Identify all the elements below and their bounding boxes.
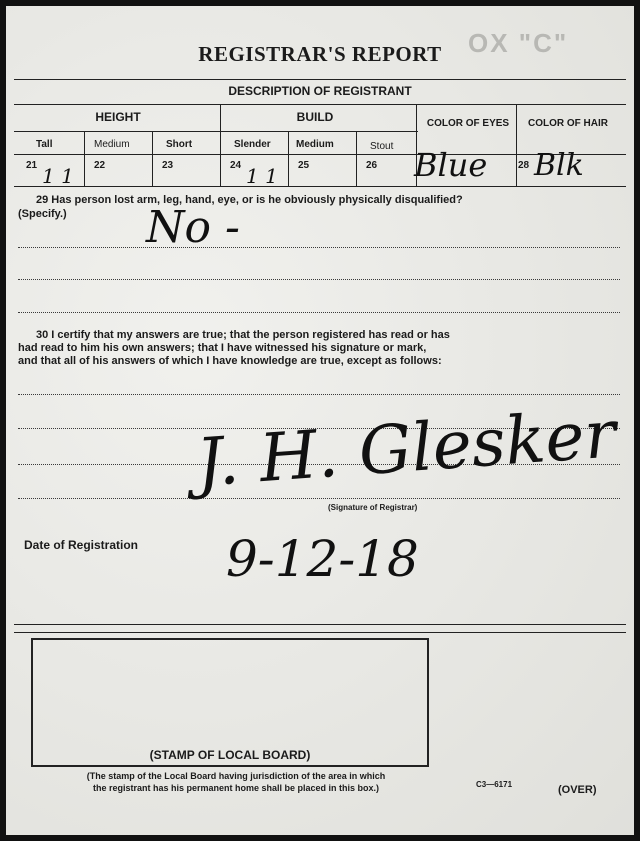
col-line-1 xyxy=(84,131,85,186)
heading-divider xyxy=(14,104,626,105)
col-stout: Stout xyxy=(370,141,394,152)
exception-line-4 xyxy=(18,498,620,499)
question-29: 29 Has person lost arm, leg, hand, eye, or is he obviously physically disqualified? xyxy=(36,194,463,206)
question-30-line-3: and that all of his answers of which I have knowledge are true, except as follows: xyxy=(18,355,442,367)
col-line-2 xyxy=(152,131,153,186)
col-line-7 xyxy=(516,104,517,186)
answer-line-3 xyxy=(18,312,620,313)
box-mark: OX "C" xyxy=(468,28,569,58)
col-line-4 xyxy=(288,131,289,186)
stamp-note-line-2: the registrant has his permanent home shall be placed in this box.) xyxy=(92,783,380,793)
stamp-top-border-2 xyxy=(14,632,626,633)
signature-caption: (Signature of Registrar) xyxy=(328,503,418,512)
col-slender: Slender xyxy=(234,139,271,150)
page-title: REGISTRAR'S REPORT xyxy=(198,42,442,66)
question-30-line-2: had read to him his own answers; that I have witnessed his signature or mark, xyxy=(18,342,427,354)
answer-line-1 xyxy=(18,247,620,248)
col-medium-height: Medium xyxy=(94,139,130,150)
form-code: C3—6171 xyxy=(476,780,513,789)
field-28: 28 xyxy=(518,160,530,171)
question-30 xyxy=(18,329,624,368)
exception-line-1 xyxy=(18,394,620,395)
field-25: 25 xyxy=(298,160,310,171)
date-label: Date of Registration xyxy=(24,538,139,552)
field-21: 21 xyxy=(26,160,38,171)
stamp-note-line-1: (The stamp of the Local Board having jurisdiction of the area in which xyxy=(86,771,386,781)
question-29-specify: (Specify.) xyxy=(18,208,67,220)
subheader-divider xyxy=(14,131,418,132)
slender-mark: 1 1 xyxy=(246,164,278,188)
stamp-top-border xyxy=(14,624,626,625)
field-24: 24 xyxy=(230,160,242,171)
field-22: 22 xyxy=(94,160,106,171)
col-line-3 xyxy=(220,104,221,186)
table-top-border xyxy=(14,79,626,80)
hair-color-value: Blk xyxy=(534,148,584,183)
col-tall: Tall xyxy=(36,139,53,150)
registration-date: 9-12-18 xyxy=(226,530,419,588)
stamp-note xyxy=(26,770,446,794)
eye-color-value: Blue xyxy=(414,146,488,184)
eyes-header: COLOR OF EYES xyxy=(426,118,510,129)
table-bottom-border xyxy=(14,186,626,187)
hair-header: COLOR OF HAIR xyxy=(528,118,608,129)
over-label: (OVER) xyxy=(558,784,597,796)
section-heading: DESCRIPTION OF REGISTRANT xyxy=(228,84,412,98)
stamp-label: (STAMP OF LOCAL BOARD) xyxy=(149,748,311,762)
col-medium-build: Medium xyxy=(296,139,334,150)
col-short: Short xyxy=(166,139,193,150)
tall-mark: 1 1 xyxy=(42,164,74,188)
question-29-answer: No - xyxy=(146,202,240,253)
build-header: BUILD xyxy=(296,110,334,124)
col-line-5 xyxy=(356,131,357,186)
question-30-line-1: 30 I certify that my answers are true; that the person registered has read or has xyxy=(36,329,450,341)
registration-card xyxy=(6,6,634,835)
answer-line-2 xyxy=(18,279,620,280)
stamp-box xyxy=(31,638,429,767)
height-header: HEIGHT xyxy=(95,110,141,124)
field-26: 26 xyxy=(366,160,378,171)
field-23: 23 xyxy=(162,160,174,171)
registrar-signature: J. H. Glesker xyxy=(193,395,619,502)
